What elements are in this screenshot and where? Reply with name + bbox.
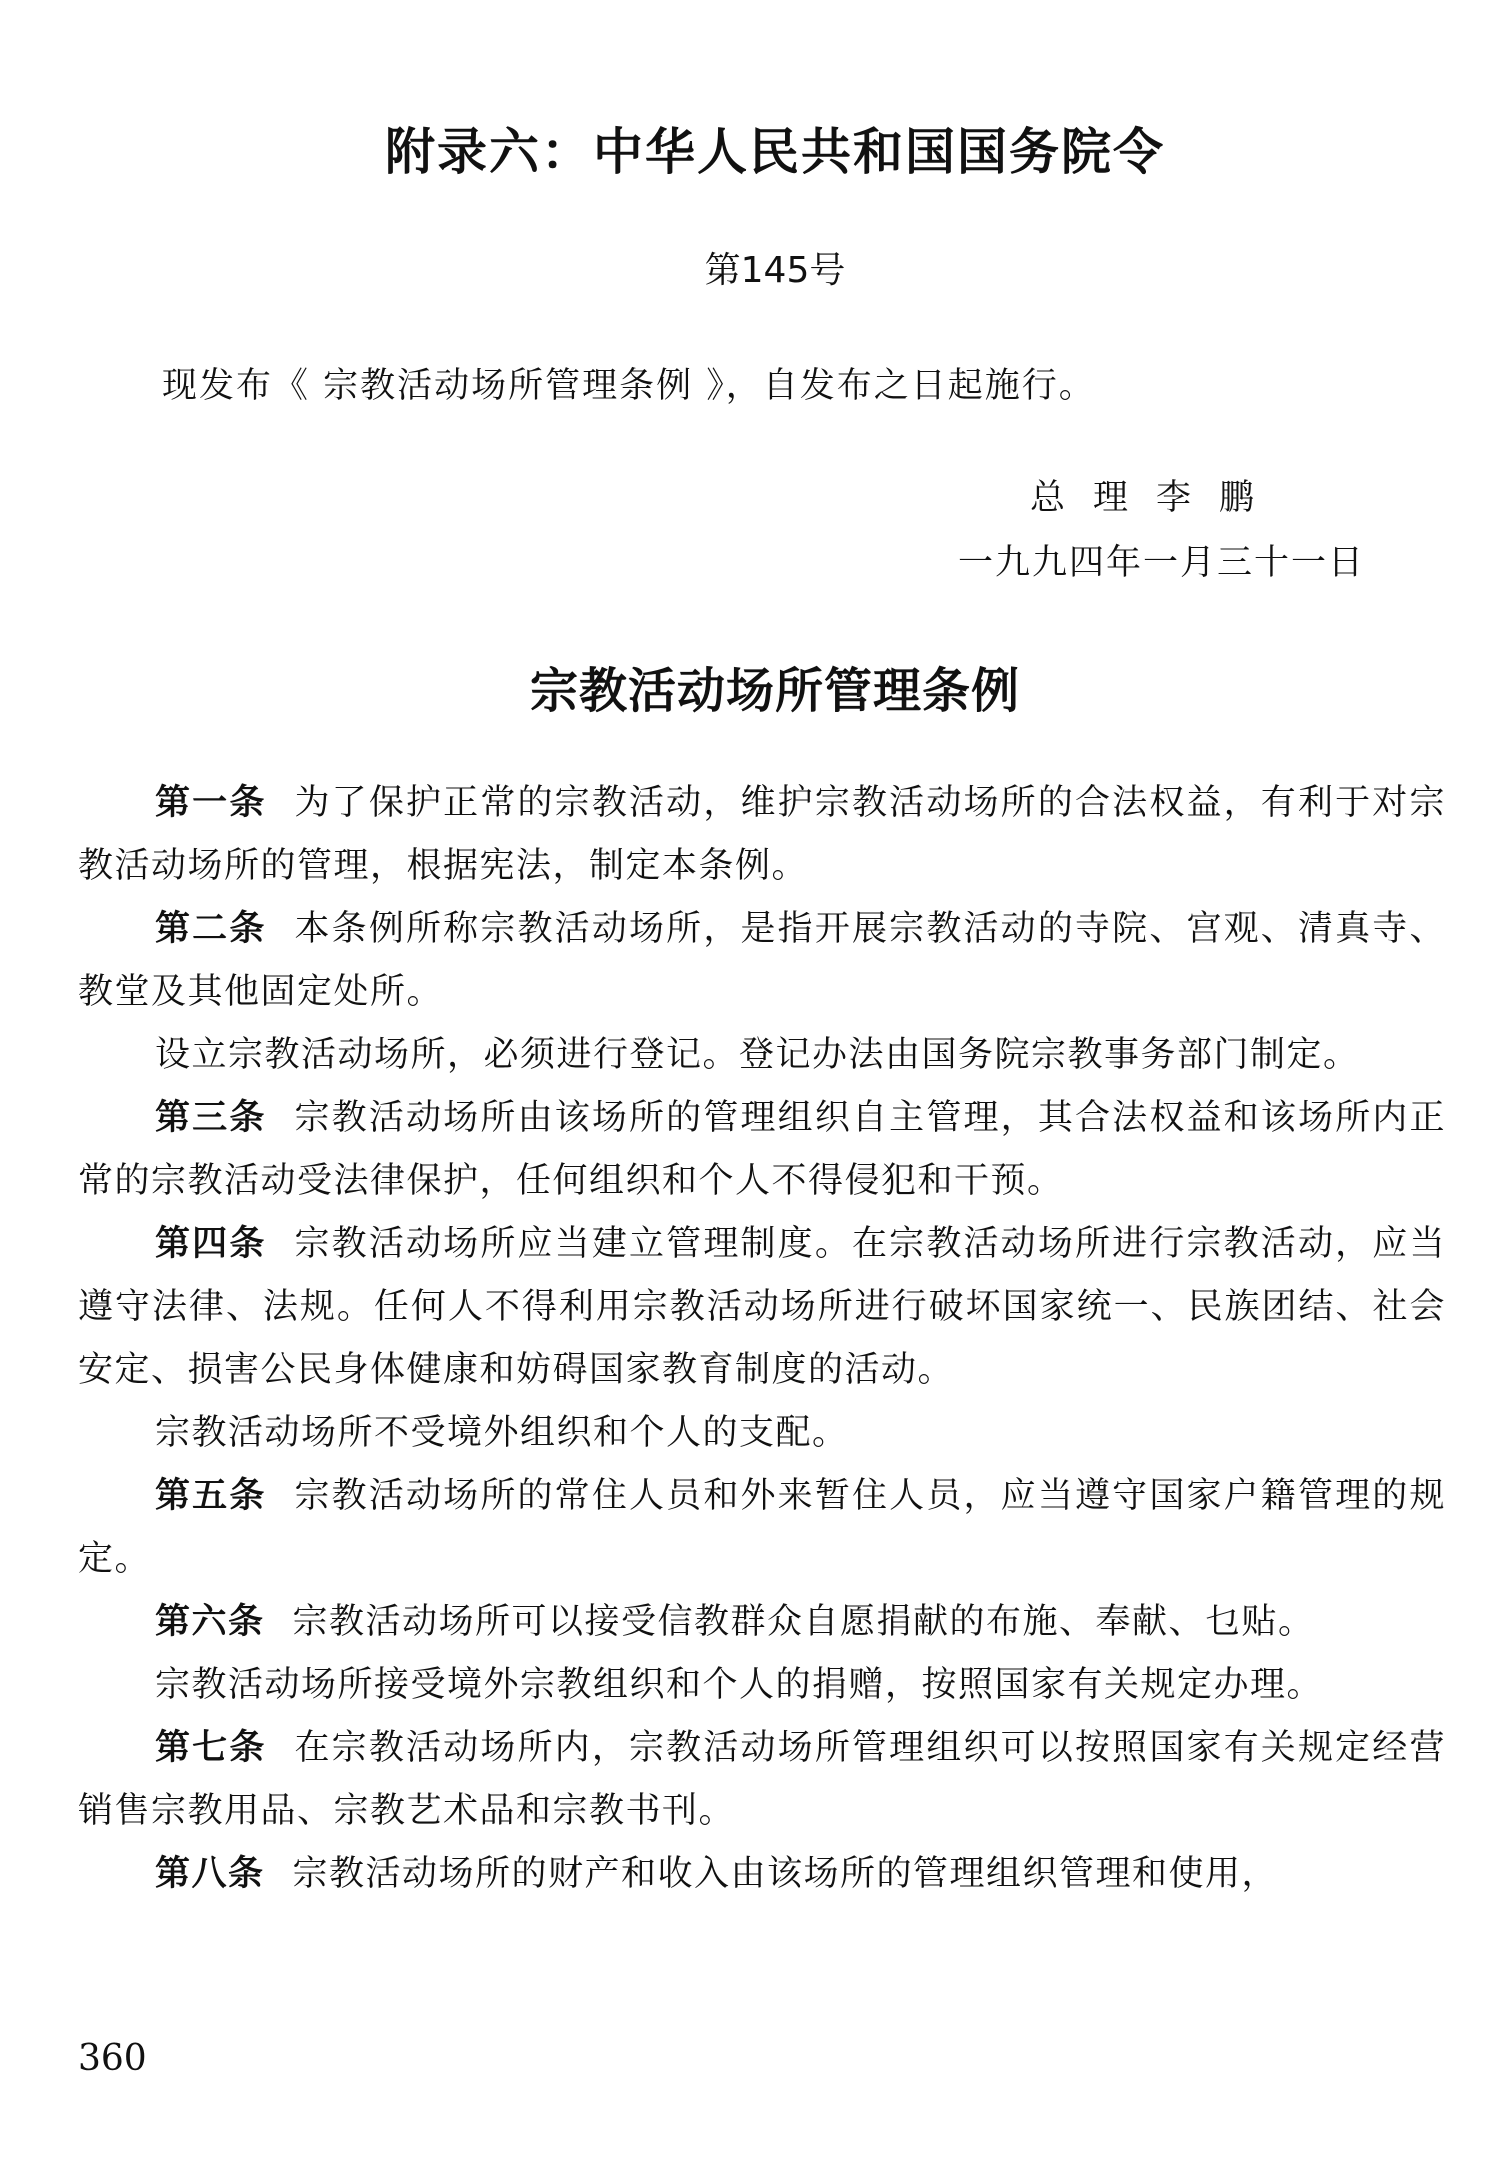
article-label: 第五条 (155, 1476, 267, 1516)
article-text: 宗教活动场所可以接受信教群众自愿捐献的布施、奉献、乜贴。 (292, 1602, 1315, 1642)
article-label: 第八条 (155, 1854, 265, 1894)
article-text: 为了保护正常的宗教活动，维护宗教活动场所的合法权益，有利于对宗教活动场所的管理，根据宪法，制定本条例。 (78, 783, 1446, 886)
article-label: 第六条 (155, 1602, 265, 1642)
article-paragraph (78, 1843, 1446, 1906)
article-paragraph (78, 1402, 1446, 1465)
article-text: 宗教活动场所不受境外组织和个人的支配。 (155, 1413, 849, 1453)
article-paragraph (78, 1024, 1446, 1087)
article-paragraph (78, 1087, 1446, 1213)
article-text: 本条例所称宗教活动场所，是指开展宗教活动的寺院、宫观、清真寺、教堂及其他固定处所。 (78, 909, 1446, 1012)
article-text: 宗教活动场所由该场所的管理组织自主管理，其合法权益和该场所内正常的宗教活动受法律保护，任何组织和个人不得侵犯和干预。 (78, 1098, 1446, 1201)
article-text: 在宗教活动场所内，宗教活动场所管理组织可以按照国家有关规定经营销售宗教用品、宗教艺术品和宗教书刊。 (78, 1728, 1446, 1831)
regulation-title: 宗教活动场所管理条例 (529, 663, 1020, 719)
article-text: 宗教活动场所接受境外宗教组织和个人的捐赠，按照国家有关规定办理。 (155, 1665, 1324, 1705)
article-text: 设立宗教活动场所，必须进行登记。登记办法由国务院宗教事务部门制定。 (155, 1035, 1360, 1075)
announcement-text: 现发布《 宗教活动场所管理条例 》，自发布之日起施行。 (162, 366, 1096, 406)
article-label: 第七条 (155, 1728, 267, 1768)
article-label: 第二条 (155, 909, 267, 949)
article-label: 第四条 (155, 1224, 267, 1264)
article-paragraph (78, 1213, 1446, 1402)
signature-date: 一九九四年一月三十一日 (958, 543, 1366, 583)
article-paragraph (78, 1717, 1446, 1843)
article-paragraph (78, 898, 1446, 1024)
regulation-body (78, 772, 1446, 1906)
signer-line: 总理李鹏 (1030, 478, 1283, 518)
order-number: 第145号 (704, 250, 846, 291)
article-label: 第三条 (155, 1098, 267, 1138)
article-text: 宗教活动场所应当建立管理制度。在宗教活动场所进行宗教活动，应当遵守法律、法规。任何人不得利用宗教活动场所进行破坏国家统一、民族团结、社会安定、损害公民身体健康和妨碍国家教育制度的活动。 (78, 1224, 1446, 1390)
page-number: 360 (78, 2038, 147, 2079)
article-paragraph (78, 772, 1446, 898)
article-label: 第一条 (155, 783, 267, 823)
appendix-title: 附录六：中华人民共和国国务院令 (385, 123, 1165, 181)
article-paragraph (78, 1654, 1446, 1717)
article-paragraph (78, 1465, 1446, 1591)
article-text: 宗教活动场所的财产和收入由该场所的管理组织管理和使用， (292, 1854, 1279, 1894)
article-paragraph (78, 1591, 1446, 1654)
article-text: 宗教活动场所的常住人员和外来暂住人员，应当遵守国家户籍管理的规定。 (78, 1476, 1446, 1579)
